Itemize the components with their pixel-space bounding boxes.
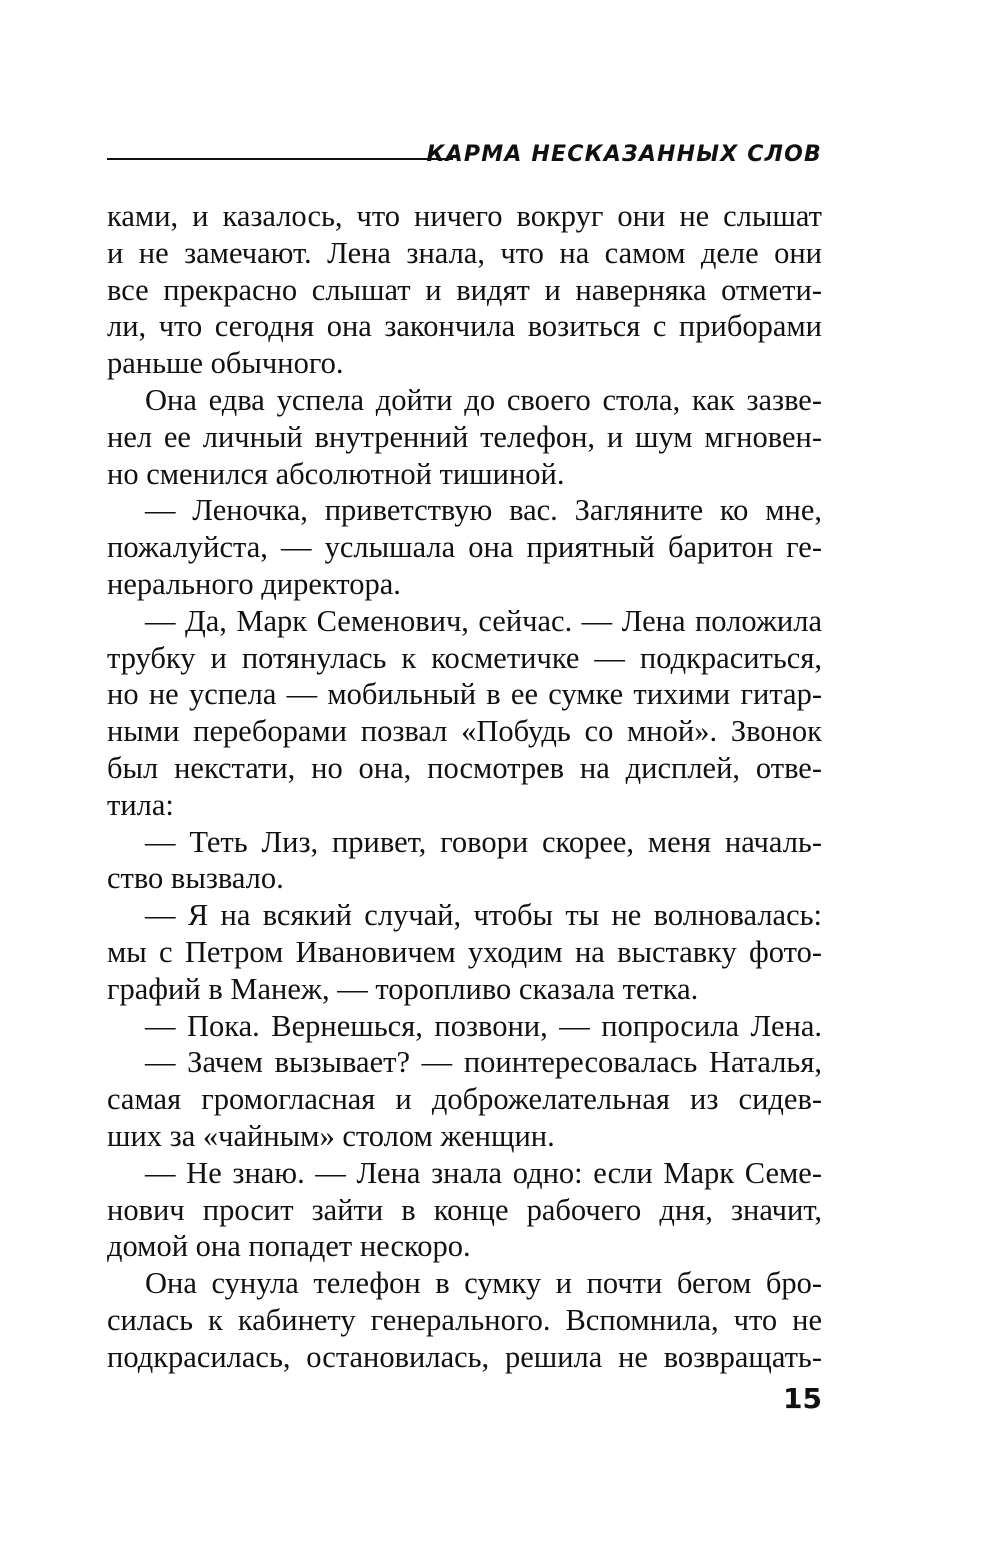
text-line: ными переборами позвал «Побудь со мной». Звонок [107, 714, 822, 749]
running-title: КАРМА НЕСКАЗАННЫХ СЛОВ [426, 142, 822, 167]
page-number: 15 [783, 1382, 822, 1415]
text-line: — Леночка, приветствую вас. Загляните ко мне, [145, 493, 822, 528]
text-line: — Пока. Вернешься, позвони, — попросила Лена. [145, 1008, 822, 1043]
text-line: самая громогласная и доброжелательная из сидев- [107, 1082, 822, 1117]
text-line: трубку и потянулась к косметичке — подкраситься, [107, 640, 822, 675]
text-line: ли, что сегодня она закончила возиться с приборами [107, 309, 822, 344]
text-line: все прекрасно слышат и видят и наверняка отмети- [107, 272, 822, 307]
text-line: домой она попадет нескоро. [107, 1229, 471, 1264]
text-line: но сменился абсолютной тишиной. [107, 456, 565, 491]
text-line: мы с Петром Ивановичем уходим на выставку фото- [107, 934, 822, 969]
text-line: ками, и казалось, что ничего вокруг они не слышат [107, 199, 822, 233]
text-line: нович просит зайти в конце рабочего дня, значит, [107, 1192, 822, 1227]
text-line: силась к кабинету генерального. Вспомнила, что не [107, 1302, 822, 1337]
text-line: и не замечают. Лена знала, что на самом деле они [107, 235, 822, 270]
text-line: — Теть Лиз, привет, говори скорее, меня началь- [145, 824, 822, 859]
text-line: нерального директора. [107, 566, 401, 601]
text-line: ство вызвало. [107, 861, 284, 896]
text-line: графий в Манеж, — торопливо сказала тетка. [107, 971, 699, 1006]
text-line: нел ее личный внутренний телефон, и шум мгновен- [107, 419, 822, 454]
text-line: — Я на всякий случай, чтобы ты не волновалась: [145, 898, 822, 933]
text-line: но не успела — мобильный в ее сумке тихими гитар- [107, 677, 822, 712]
text-line: Она едва успела дойти до своего стола, как зазве- [145, 382, 822, 417]
text-line: Она сунула телефон в сумку и почти бегом бро- [145, 1266, 822, 1301]
header-rule [107, 158, 453, 160]
body-text [107, 198, 822, 1376]
text-line: ших за «чайным» столом женщин. [107, 1118, 555, 1153]
text-line: — Зачем вызывает? — поинтересовалась Наталья, [145, 1045, 822, 1080]
text-line: подкрасилась, остановилась, решила не возвращать- [107, 1339, 822, 1374]
text-line: тила: [107, 787, 174, 822]
text-line: был некстати, но она, посмотрев на дисплей, отве- [107, 750, 822, 785]
text-line: раньше обычного. [107, 346, 344, 381]
text-line: пожалуйста, — услышала она приятный баритон ге- [107, 530, 822, 565]
text-line: — Да, Марк Семенович, сейчас. — Лена положила [145, 603, 822, 638]
text-line: — Не знаю. — Лена знала одно: если Марк Семе- [145, 1155, 822, 1190]
